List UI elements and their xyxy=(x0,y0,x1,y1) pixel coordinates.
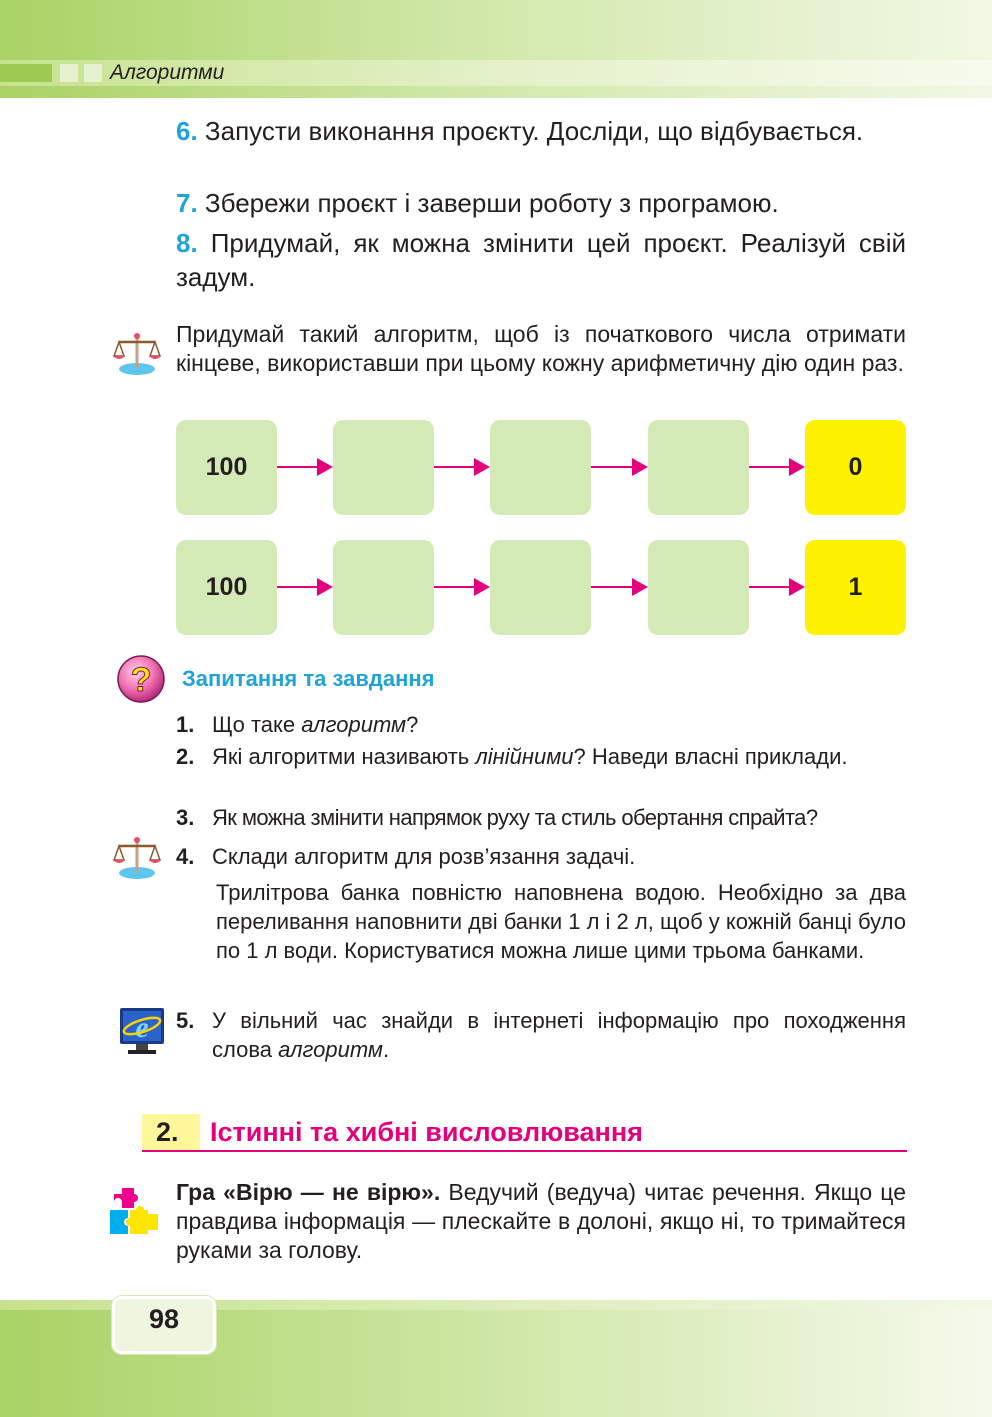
internet-icon xyxy=(118,1006,166,1056)
chain-arrow xyxy=(591,578,648,596)
question-text: У вільний час знайди в інтернеті інформацію про походження слова xyxy=(212,1008,906,1062)
question-emphasis: лінійними xyxy=(475,744,574,769)
question-item xyxy=(176,803,906,832)
chain-empty-box xyxy=(648,420,749,515)
question-number: 4. xyxy=(176,844,195,869)
step-7 xyxy=(176,186,906,220)
problem-text: Трилітрова банка повністю наповнена водою. Необхідно за два переливання наповнити дві банки 1 л і 2 л, щоб у кожній банці було по 1 л води. Користуватися можна лише цими трьома банками. xyxy=(216,880,906,963)
chain-empty-box xyxy=(333,540,434,635)
header-bar xyxy=(0,64,52,82)
question-item xyxy=(176,742,906,771)
chain-empty-box xyxy=(648,540,749,635)
step-6 xyxy=(176,114,906,148)
step-8 xyxy=(176,226,906,294)
question-item xyxy=(176,710,906,739)
running-header: Алгоритми xyxy=(110,61,225,84)
question-number: 3. xyxy=(176,805,195,830)
question-icon xyxy=(116,654,166,704)
scales-icon xyxy=(112,328,162,378)
svg-text:?: ? xyxy=(130,661,152,699)
task-text: Придумай такий алгоритм, щоб із початкового числа отримати кінцеве, використавши при цьому кожну арифметичну дію один раз. xyxy=(176,321,906,376)
chain-arrow xyxy=(434,458,490,476)
question-item xyxy=(176,842,906,871)
game-title: Гра «Вірю — не вірю». xyxy=(176,1179,441,1205)
scales-icon xyxy=(112,832,162,882)
step-text: Збережи проєкт і заверши роботу з програмою. xyxy=(204,188,779,218)
chain-arrow xyxy=(749,578,805,596)
section-number: 2. xyxy=(156,1117,179,1147)
question-text: Як можна змінити напрямок руху та стиль обертання спрайта? xyxy=(212,805,818,830)
question-text: ? Наведи власні приклади. xyxy=(573,744,848,769)
question-text: ? xyxy=(406,712,419,737)
header-square xyxy=(84,64,102,82)
section-title: Істинні та хибні висловлювання xyxy=(210,1117,643,1147)
step-number: 6. xyxy=(176,116,198,146)
chain-arrow xyxy=(277,458,333,476)
question-emphasis: алгоритм xyxy=(278,1037,383,1062)
question-text: Які алгоритми називають xyxy=(212,744,476,769)
chain-row-2 xyxy=(176,540,906,635)
question-text: Що таке xyxy=(212,712,302,737)
header-square xyxy=(60,64,78,82)
question-text: Склади алгоритм для розв’язання задачі. xyxy=(212,844,636,869)
page-number: 98 xyxy=(148,1304,180,1334)
questions-title: Запитання та завдання xyxy=(182,666,435,691)
chain-start-box: 100 xyxy=(176,540,277,635)
chain-empty-box xyxy=(490,540,591,635)
chain-arrow xyxy=(749,458,805,476)
chain-empty-box xyxy=(333,420,434,515)
question-text: . xyxy=(382,1037,390,1062)
question-number: 5. xyxy=(176,1008,195,1033)
section-underline xyxy=(142,1150,907,1152)
chain-arrow xyxy=(277,578,333,596)
question-number: 1. xyxy=(176,712,195,737)
step-number: 8. xyxy=(176,228,198,258)
svg-text:e: e xyxy=(135,1011,149,1044)
step-text: Придумай, як можна змінити цей проєкт. Реалізуй свій задум. xyxy=(176,228,906,292)
chain-empty-box xyxy=(490,420,591,515)
question-item xyxy=(176,1006,906,1064)
game-description: Ведучий (ведуча) читає речення. Якщо це правдива інформація — плескайте в долоні, якщо ні, то тримайтеся руками за голову. xyxy=(176,1179,907,1263)
chain-row-1 xyxy=(176,420,906,515)
chain-end-box: 1 xyxy=(805,540,906,635)
step-text: Запусти виконання проєкту. Досліди, що відбувається. xyxy=(204,116,864,146)
chain-arrow xyxy=(591,458,648,476)
chain-start-box: 100 xyxy=(176,420,277,515)
game-text xyxy=(176,1178,906,1265)
chain-arrow xyxy=(434,578,490,596)
chain-end-box: 0 xyxy=(805,420,906,515)
question-number: 2. xyxy=(176,744,195,769)
step-number: 7. xyxy=(176,188,198,218)
question-emphasis: алгоритм xyxy=(301,712,407,737)
puzzle-icon xyxy=(108,1186,160,1236)
